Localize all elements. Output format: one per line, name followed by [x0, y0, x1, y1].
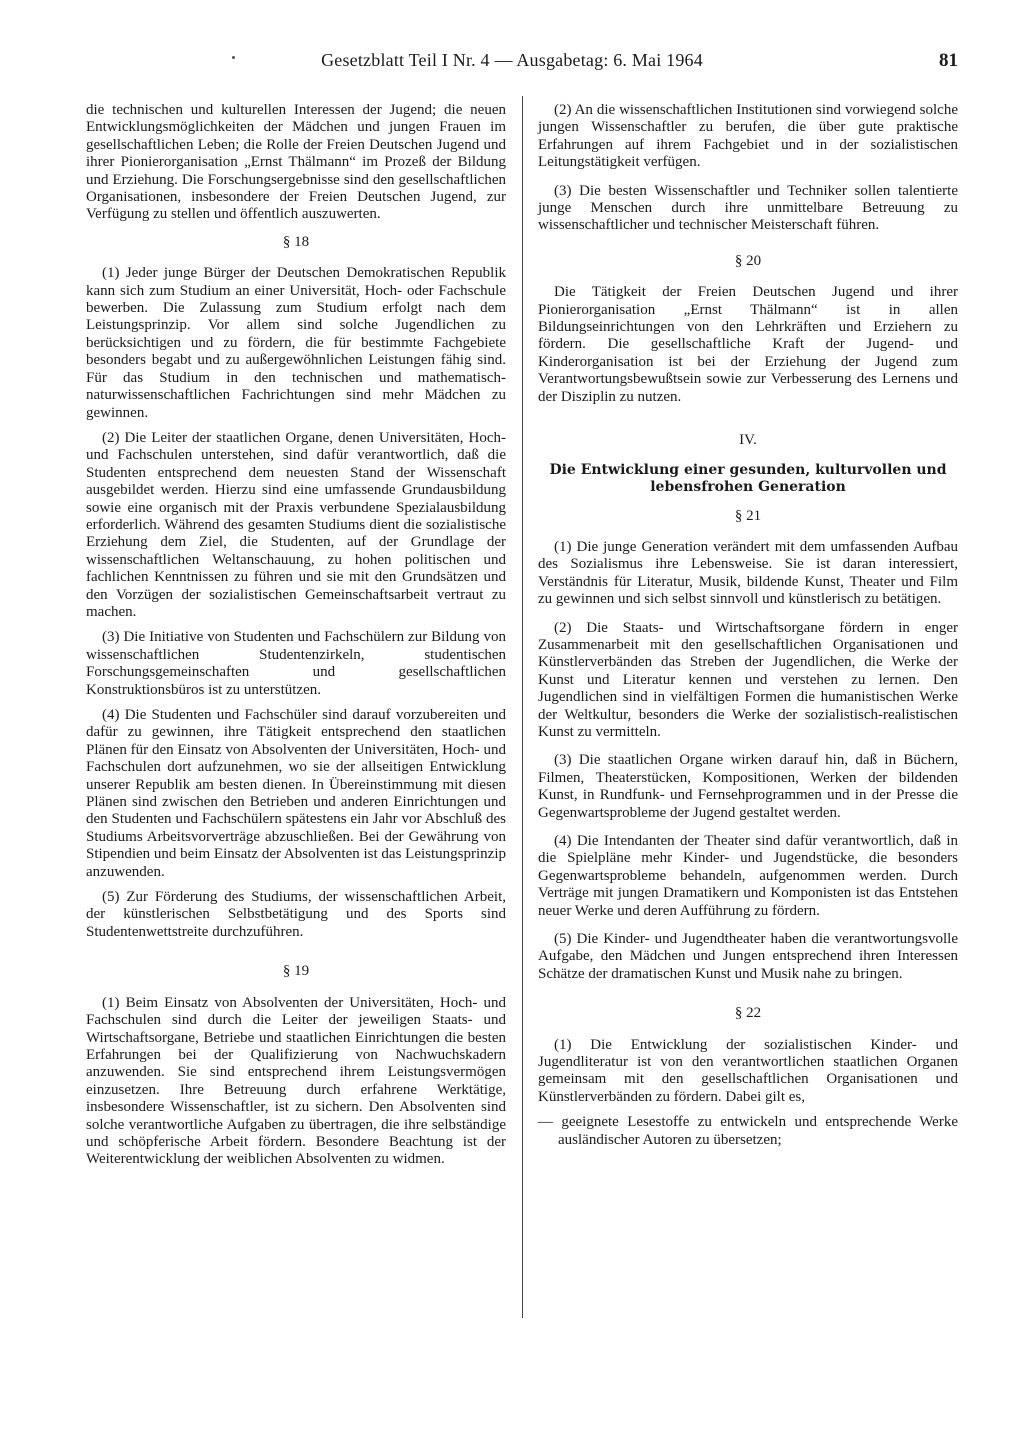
section-heading-18: § 18	[282, 233, 310, 250]
paragraph-21-2: (2) Die Staats- und Wirtschaftsorgane fördern in enger Zusammenarbeit mit den gesellschaftlichen Organisationen und Künstlerverbänden das Streben der Jugendlichen, die Werke der Kunst und Literatur kennen und verstehen zu lernen. Den Jugendlichen sind in vielfältigen Formen die humanistischen Werke der Weltkultur, besonders die Werke der sozialistisch-realistischen Kunst zu vermitteln.	[538, 619, 958, 740]
paragraph-18-5: (5) Zur Förderung des Studiums, der wissenschaftlichen Arbeit, der künstlerischen Selbstbetätigung und des Sports sind Studentenwettstreite durchzuführen.	[86, 889, 506, 940]
right-column	[538, 102, 958, 1149]
section-heading-22: § 22	[734, 1005, 762, 1022]
paragraph-18-1: (1) Jeder junge Bürger der Deutschen Demokratischen Republik kann sich zum Studium an einer Universität, Hoch- oder Fachschule bewerben. Die Zulassung zum Studium erfolgt nach dem Leistungsprinzip. Vor allem sind solche Jugendlichen zu berücksichtigen und zu fördern, die für bestimmte Fachgebiete besonders begabt und zu außergewöhnlichen Leistungen fähig sind. Für das Studium in den technischen und mathematisch-naturwissenschaftlichen Fachrichtungen sind mehr Mädchen zu gewinnen.	[86, 265, 506, 421]
paragraph-20: Die Tätigkeit der Freien Deutschen Jugend und ihrer Pionierorganisation „Ernst Thälmann“ ist in allen Bildungseinrichtungen von den Lehrkräften und Erziehern zu fördern. Die gesellschaftliche Kraft der Jugend- und Kinderorganisation ist bei der Erziehung der Jugend zum Verantwortungsbewußtsein sowie zur Verbesserung des Lernens und der Disziplin zu nutzen.	[538, 284, 958, 405]
running-header	[0, 50, 1024, 82]
paragraph-21-4: (4) Die Intendanten der Theater sind dafür verantwortlich, daß in die Spielpläne mehr Kinder- und Jugendstücke, die besonders Gegenwartsprobleme behandeln, aufgenommen werden. Durch Verträge mit jungen Dramatikern und Komponisten ist das Entstehen neuer Werke und deren Aufführung zu fördern.	[538, 833, 958, 919]
paragraph-19-2: (2) An die wissenschaftlichen Institutionen sind vorwiegend solche jungen Wissenschaftler zu berufen, die über gute praktische Erfahrungen auf ihrem Fachgebiet und in der sozialistischen Leitungstätigkeit verfügen.	[538, 102, 958, 171]
page-number: 81	[939, 50, 958, 71]
paragraph-19-3: (3) Die besten Wissenschaftler und Techniker sollen talentierte junge Menschen durch ihre unmittelbare Betreuung zu wissenschaftlicher und technischer Meisterschaft führen.	[538, 182, 958, 234]
column-divider	[522, 96, 523, 1318]
paragraph-18-2: (2) Die Leiter der staatlichen Organe, denen Universitäten, Hoch- und Fachschulen unterstehen, sind dafür verantwortlich, daß die Studenten entsprechend dem neuesten Stand der Wissenschaft ausgebildet werden. Hierzu sind eine umfassende Grundausbildung sowie eine organisch mit der Praxis verbundene Spezialausbildung erforderlich. Während des gesamten Studiums dient die sozialistische Erziehung dem Ziel, die Studenten, auf der Grundlage der wissenschaftlichen Weltanschauung, zu hohen politischen und fachlichen Kenntnissen zu führen und sie mit den Grundsätzen und den Vorzügen der sozialistischen Gemeinschaftsarbeit vertraut zu machen.	[86, 429, 506, 620]
section-heading-19: § 19	[282, 963, 310, 980]
paragraph-18-3: (3) Die Initiative von Studenten und Fachschülern zur Bildung von wissenschaftlichen Studentenzirkeln, studentischen Forschungsgemeinschaften und gesellschaftlichen Konstruktionsbüros ist zu unterstützen.	[86, 629, 506, 698]
chapter-number: IV.	[739, 432, 757, 449]
paragraph-22-1: (1) Die Entwicklung der sozialistischen Kinder- und Jugendliteratur ist von den verantwortlichen staatlichen Organen gemeinsam mit den gesellschaftlichen Organisationen und Künstlerverbänden zu fördern. Dabei gilt es,	[538, 1036, 958, 1105]
paragraph-21-1: (1) Die junge Generation verändert mit dem umfassenden Aufbau des Sozialismus ihre Lebensweise. Sie ist daran interessiert, Verständnis für Literatur, Musik, bildende Kunst, Theater und Film zu gewinnen und sich selbst sinnvoll und künstlerisch zu betätigen.	[538, 538, 958, 608]
paragraph-18-4: (4) Die Studenten und Fachschüler sind darauf vorzubereiten und dafür zu gewinnen, ihre Tätigkeit entsprechend den staatlichen Plänen für den Einsatz von Absolventen der Universitäten, Hoch- und Fachschulen dort aufzunehmen, wo sie der allseitigen Entwicklung unserer Republik am besten dienen. In Übereinstimmung mit diesen Plänen sind zwischen den Betrieben und anderen Einrichtungen und den Studenten und Fachschülern spätestens ein Jahr vor Abschluß des Studiums Arbeitsvorverträge abzuschließen. Bei der Gewährung von Stipendien und beim Einsatz der Absolventen ist das Leistungsprinzip anzuwenden.	[86, 707, 506, 880]
paragraph-continued: die technischen und kulturellen Interessen der Jugend; die neuen Entwicklungsmöglichkeiten der Mädchen und jungen Frauen im gesellschaftlichen Leben; die Rolle der Freien Deutschen Jugend und ihrer Pionierorganisation „Ernst Thälmann“ im Prozeß der Bildung und Erziehung. Die Forschungsergebnisse sind den gesellschaftlichen Organisationen, insbesondere der Freien Deutschen Jugend, zur Verfügung zu stellen und öffentlich auszuwerten.	[86, 102, 506, 223]
section-heading-20: § 20	[734, 252, 762, 269]
list-item: — geeignete Lesestoffe zu entwickeln und entsprechende Werke ausländischer Autoren zu übersetzen;	[538, 1114, 958, 1148]
left-column	[86, 102, 506, 1169]
paragraph-21-3: (3) Die staatlichen Organe wirken darauf hin, daß in Büchern, Filmen, Theaterstücken, Kompositionen, Werken der bildenden Kunst, in Rundfunk- und Fernsehprogrammen und in der Presse die Gegenwartsprobleme der Jugend gestaltet werden.	[538, 752, 958, 821]
paragraph-19-1: (1) Beim Einsatz von Absolventen der Universitäten, Hoch- und Fachschulen sind durch die Leiter der jeweiligen Staats- und Wirtschaftsorgane, Betriebe und staatlichen Einrichtungen die besten Erfahrungen bei der Qualifizierung von Nachwuchskadern anzuwenden. Sie sind entsprechend ihrem Leistungsvermögen einzusetzen. Ihre Betreuung durch erfahrene Werktätige, insbesondere Wissenschaftler, ist zu sichern. Den Absolventen sind solche verantwortliche Aufgaben zu übertragen, die ihre selbständige und schöpferische Arbeit fördern. Besondere Beachtung ist der Weiterentwicklung der weiblichen Absolventen zu widmen.	[86, 994, 506, 1168]
paragraph-21-5: (5) Die Kinder- und Jugendtheater haben die verantwortungsvolle Aufgabe, den Mädchen und Jungen entsprechend ihren Interessen Schätze der dramatischen Kunst und Musik nahe zu bringen.	[538, 931, 958, 982]
chapter-title: Die Entwicklung einer gesunden, kulturvollen und lebensfrohen Generation	[549, 461, 947, 495]
section-heading-21: § 21	[734, 507, 762, 524]
header-title: Gesetzblatt Teil I Nr. 4 — Ausgabetag: 6. Mai 1964	[321, 50, 703, 70]
